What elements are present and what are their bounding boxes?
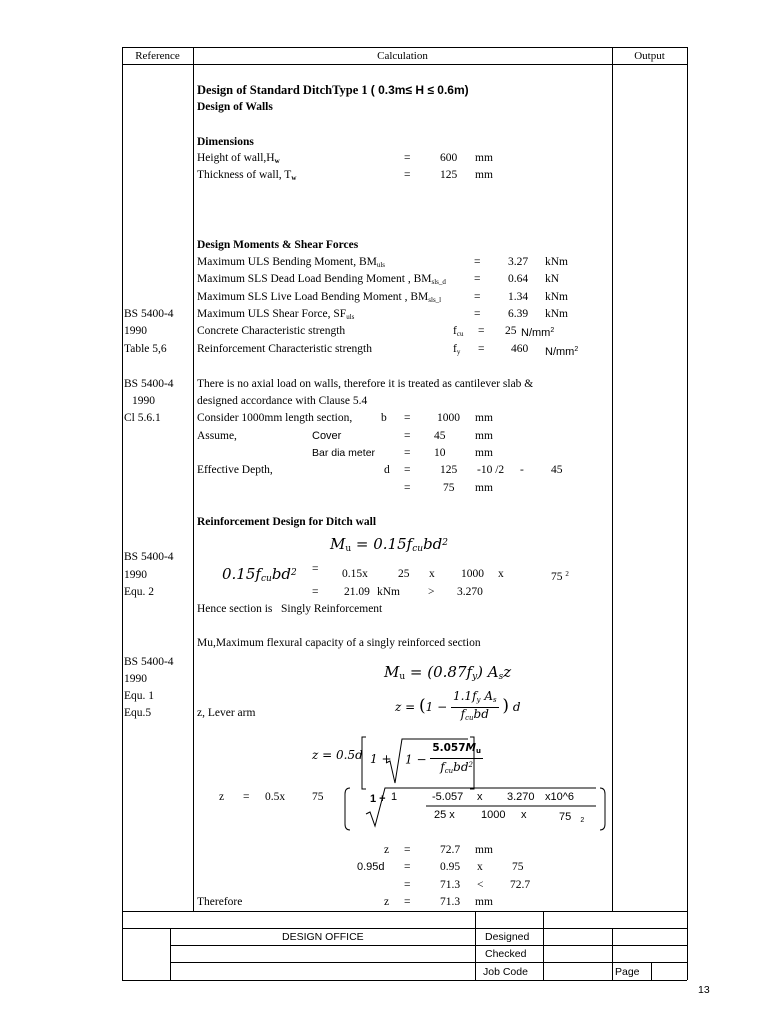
d95-b: 75 — [512, 861, 524, 873]
sls-dead-unit: kN — [545, 273, 560, 285]
uls-bm-value: 3.27 — [508, 256, 529, 268]
header-bottom-border — [122, 64, 687, 65]
ref-4-line-2: 1990 — [124, 673, 147, 685]
footer-checked: Checked — [485, 948, 527, 960]
fcu-label: Concrete Characteristic strength — [197, 325, 346, 337]
footer-office: DESIGN OFFICE — [282, 931, 364, 943]
fy-eq: = — [478, 343, 485, 355]
zc-den-x: x — [521, 809, 527, 821]
ref-2-line-2: 1990 — [132, 395, 155, 407]
ref-3-line-3: Equ. 2 — [124, 586, 155, 598]
d-eq: = — [404, 464, 411, 476]
z-formula-1: z = (1 − $\frac{1.1f_y A_s}{f_{cu}bd}$ ) d — [395, 689, 521, 722]
footer-designed: Designed — [485, 931, 530, 943]
d2-value: 75 — [443, 482, 455, 494]
reinf-x2: x — [498, 568, 504, 580]
z-formula-2-inner: 1 + — [370, 752, 392, 766]
d95-a: 0.95 — [440, 861, 461, 873]
reinf-x1: x — [429, 568, 435, 580]
footer-divider-c — [543, 911, 544, 980]
zc-eq: = — [243, 791, 250, 803]
consider-label: Consider 1000mm length section, — [197, 412, 353, 424]
cmp-lt: < — [477, 879, 484, 891]
thickness-eq: = — [404, 169, 411, 181]
ref-1-line-3: Table 5,6 — [124, 343, 167, 355]
page-number: 13 — [698, 984, 710, 996]
z-formula-2-frac: 1 − $\frac{5.057M_u}{f_{cu}bd^2}$ — [405, 742, 481, 775]
body-bottom-border — [122, 911, 687, 912]
height-value: 600 — [440, 152, 458, 164]
d95-x: x — [477, 861, 483, 873]
bar-unit: mm — [475, 447, 493, 459]
footer-line-1 — [122, 928, 687, 929]
d-a: 125 — [440, 464, 458, 476]
footer-page: Page — [615, 966, 640, 978]
reinf2-cmp: 3.270 — [457, 586, 483, 598]
fcu-value: 25 — [505, 325, 517, 337]
ref-3-line-1: BS 5400-4 — [124, 551, 174, 563]
zc-den-b: 1000 — [481, 809, 506, 821]
sls-dead-value: 0.64 — [508, 273, 529, 285]
cmp-b: 72.7 — [510, 879, 531, 891]
mu-formula-1: $M_u = 0.15f_{cu}bd^2$ — [330, 535, 449, 554]
header-reference: Reference — [135, 50, 180, 62]
axial-line-1: There is no axial load on walls, therefore it is treated as cantilever slab & — [197, 378, 534, 390]
fcu-symbol: $f_{cu}$ — [453, 325, 464, 338]
zc-num-x: x — [477, 791, 483, 803]
footer-line-2 — [170, 945, 687, 946]
sls-live-value: 1.34 — [508, 291, 529, 303]
uls-bm-unit: kNm — [545, 256, 568, 268]
reinf2-gt: > — [428, 586, 435, 598]
cover-eq: = — [404, 430, 411, 442]
hence-text: Hence section is Singly Reinforcement — [197, 603, 383, 615]
uls-sf-label: Maximum ULS Shear Force, $SF_{uls}$ — [197, 308, 355, 321]
sls-live-label: Maximum SLS Live Load Bending Moment , $BM_{sls\_l}$ — [197, 291, 442, 304]
page-title — [197, 83, 469, 97]
d2-unit: mm — [475, 482, 493, 494]
b-value: 1000 — [437, 412, 460, 424]
zres-sym: z — [384, 844, 390, 856]
zc-d: 75 — [312, 791, 324, 803]
title-text: Design of Standard DitchType 1 — [197, 83, 368, 97]
uls-bm-eq: = — [474, 256, 481, 268]
footer-divider-a — [170, 928, 171, 980]
thickness-value: 125 — [440, 169, 458, 181]
mu-description: Mu,Maximum flexural capacity of a singly reinforced section — [197, 637, 481, 649]
d-c: - — [520, 464, 524, 476]
reinf-b: 25 — [398, 568, 410, 580]
d95-sym: 0.95d — [357, 861, 385, 873]
bar-eq: = — [404, 447, 411, 459]
fin-eq: = — [404, 896, 411, 908]
cmp-eq: = — [404, 879, 411, 891]
uls-bm-label: Maximum ULS Bending Moment, $BM_{uls}$ — [197, 256, 386, 269]
footer-job-code: Job Code — [483, 966, 528, 978]
fin-value: 71.3 — [440, 896, 461, 908]
therefore-label: Therefore — [197, 896, 243, 908]
d-b: -10 /2 — [477, 464, 505, 476]
header-calculation: Calculation — [377, 50, 428, 62]
title-range: ( 0.3m≤ H ≤ 0.6m) — [370, 83, 469, 97]
zc-z: z — [219, 791, 225, 803]
fy-label: Reinforcement Characteristic strength — [197, 343, 372, 355]
ref-2-line-3: Cl 5.6.1 — [124, 412, 161, 424]
ref-4-line-3: Equ. 1 — [124, 690, 155, 702]
eff-depth-label: Effective Depth, — [197, 464, 273, 476]
z-formula-2: z = 0.5d — [312, 748, 363, 762]
walls-heading: Design of Walls — [197, 101, 273, 113]
dimensions-heading: Dimensions — [197, 136, 254, 148]
cover-value: 45 — [434, 430, 446, 442]
reinf-heading: Reinforcement Design for Ditch wall — [197, 516, 377, 528]
zc-num-a: -5.057 — [432, 791, 464, 803]
lever-arm-label: z, Lever arm — [197, 707, 256, 719]
reinf-a: 0.15x — [342, 568, 368, 580]
reinf2-unit: kNm — [377, 586, 400, 598]
height-unit: mm — [475, 152, 493, 164]
ref-3-line-2: 1990 — [124, 569, 147, 581]
fy-unit: $N/mm^2$ — [545, 346, 579, 358]
fy-symbol: $f_y$ — [453, 343, 461, 356]
height-eq: = — [404, 152, 411, 164]
thickness-unit: mm — [475, 169, 493, 181]
bar-value: 10 — [434, 447, 446, 459]
b-unit: mm — [475, 412, 493, 424]
border-left — [122, 47, 123, 980]
ref-4-line-4: Equ.5 — [124, 707, 152, 719]
uls-sf-eq: = — [474, 308, 481, 320]
reinf-c: 1000 — [461, 568, 484, 580]
table-top-border — [122, 47, 687, 48]
footer-line-3 — [170, 962, 687, 963]
ref-1-line-2: 1990 — [124, 325, 147, 337]
col-ref-divider — [193, 47, 194, 911]
d-d: 45 — [551, 464, 563, 476]
fcu-eq: = — [478, 325, 485, 337]
zc-inner-one: 1 — [391, 791, 398, 803]
zres-unit: mm — [475, 844, 493, 856]
footer-divider-e — [651, 962, 652, 980]
fcu-unit: $N/mm^2$ — [521, 327, 555, 339]
reinf2-eq: = — [312, 586, 319, 598]
b-eq: = — [404, 412, 411, 424]
reinf-d: 75 $^2$ — [551, 570, 569, 583]
zc-den-a: 25 x — [434, 809, 455, 821]
ref-1-line-1: BS 5400-4 — [124, 308, 174, 320]
sls-dead-eq: = — [474, 273, 481, 285]
d95-eq: = — [404, 861, 411, 873]
cover-unit: mm — [475, 430, 493, 442]
header-output: Output — [634, 50, 665, 62]
ref-2-line-1: BS 5400-4 — [124, 378, 174, 390]
cover-label: Cover — [312, 430, 342, 442]
footer-bottom-border — [122, 980, 687, 981]
zres-value: 72.7 — [440, 844, 461, 856]
sls-live-unit: kNm — [545, 291, 568, 303]
zc-one: 1 + — [370, 793, 386, 805]
cmp-a: 71.3 — [440, 879, 461, 891]
zc-half: 0.5x — [265, 791, 286, 803]
b-symbol: b — [381, 412, 387, 424]
d2-eq: = — [404, 482, 411, 494]
uls-sf-unit: kNm — [545, 308, 568, 320]
reinf-eq: = — [312, 563, 319, 575]
fin-unit: mm — [475, 896, 493, 908]
fy-value: 460 — [511, 343, 529, 355]
bar-label: Bar dia meter — [312, 447, 376, 459]
moments-heading: Design Moments & Shear Forces — [197, 239, 359, 251]
ref-4-line-1: BS 5400-4 — [124, 656, 174, 668]
reinf2-value: 21.09 — [344, 586, 370, 598]
zres-eq: = — [404, 844, 411, 856]
uls-sf-value: 6.39 — [508, 308, 529, 320]
sls-dead-label: Maximum SLS Dead Load Bending Moment , $BM_{sls\_d}$ — [197, 273, 446, 286]
footer-divider-d — [612, 928, 613, 980]
axial-line-2: designed accordance with Clause 5.4 — [197, 395, 368, 407]
zc-den-c: 75 $^2$ — [559, 811, 585, 824]
footer-divider-b — [475, 911, 476, 980]
d-symbol: d — [384, 464, 390, 476]
border-right — [687, 47, 688, 980]
mu-formula-2: $M_u = (0.87f_y)$ $A_sz$ — [384, 663, 512, 682]
height-label: Height of $wall,H_w$ — [197, 152, 280, 165]
sls-live-eq: = — [474, 291, 481, 303]
fin-sym: z — [384, 896, 390, 908]
zc-num-b: 3.270 — [507, 791, 535, 803]
thickness-label: Thickness of wall, $T_w$ — [197, 169, 297, 182]
col-output-divider — [612, 47, 613, 911]
assume-label: Assume, — [197, 430, 237, 442]
fcubd2-formula: $0.15f_{cu}bd^2$ — [222, 565, 297, 584]
zc-num-c: x10^6 — [545, 791, 575, 803]
